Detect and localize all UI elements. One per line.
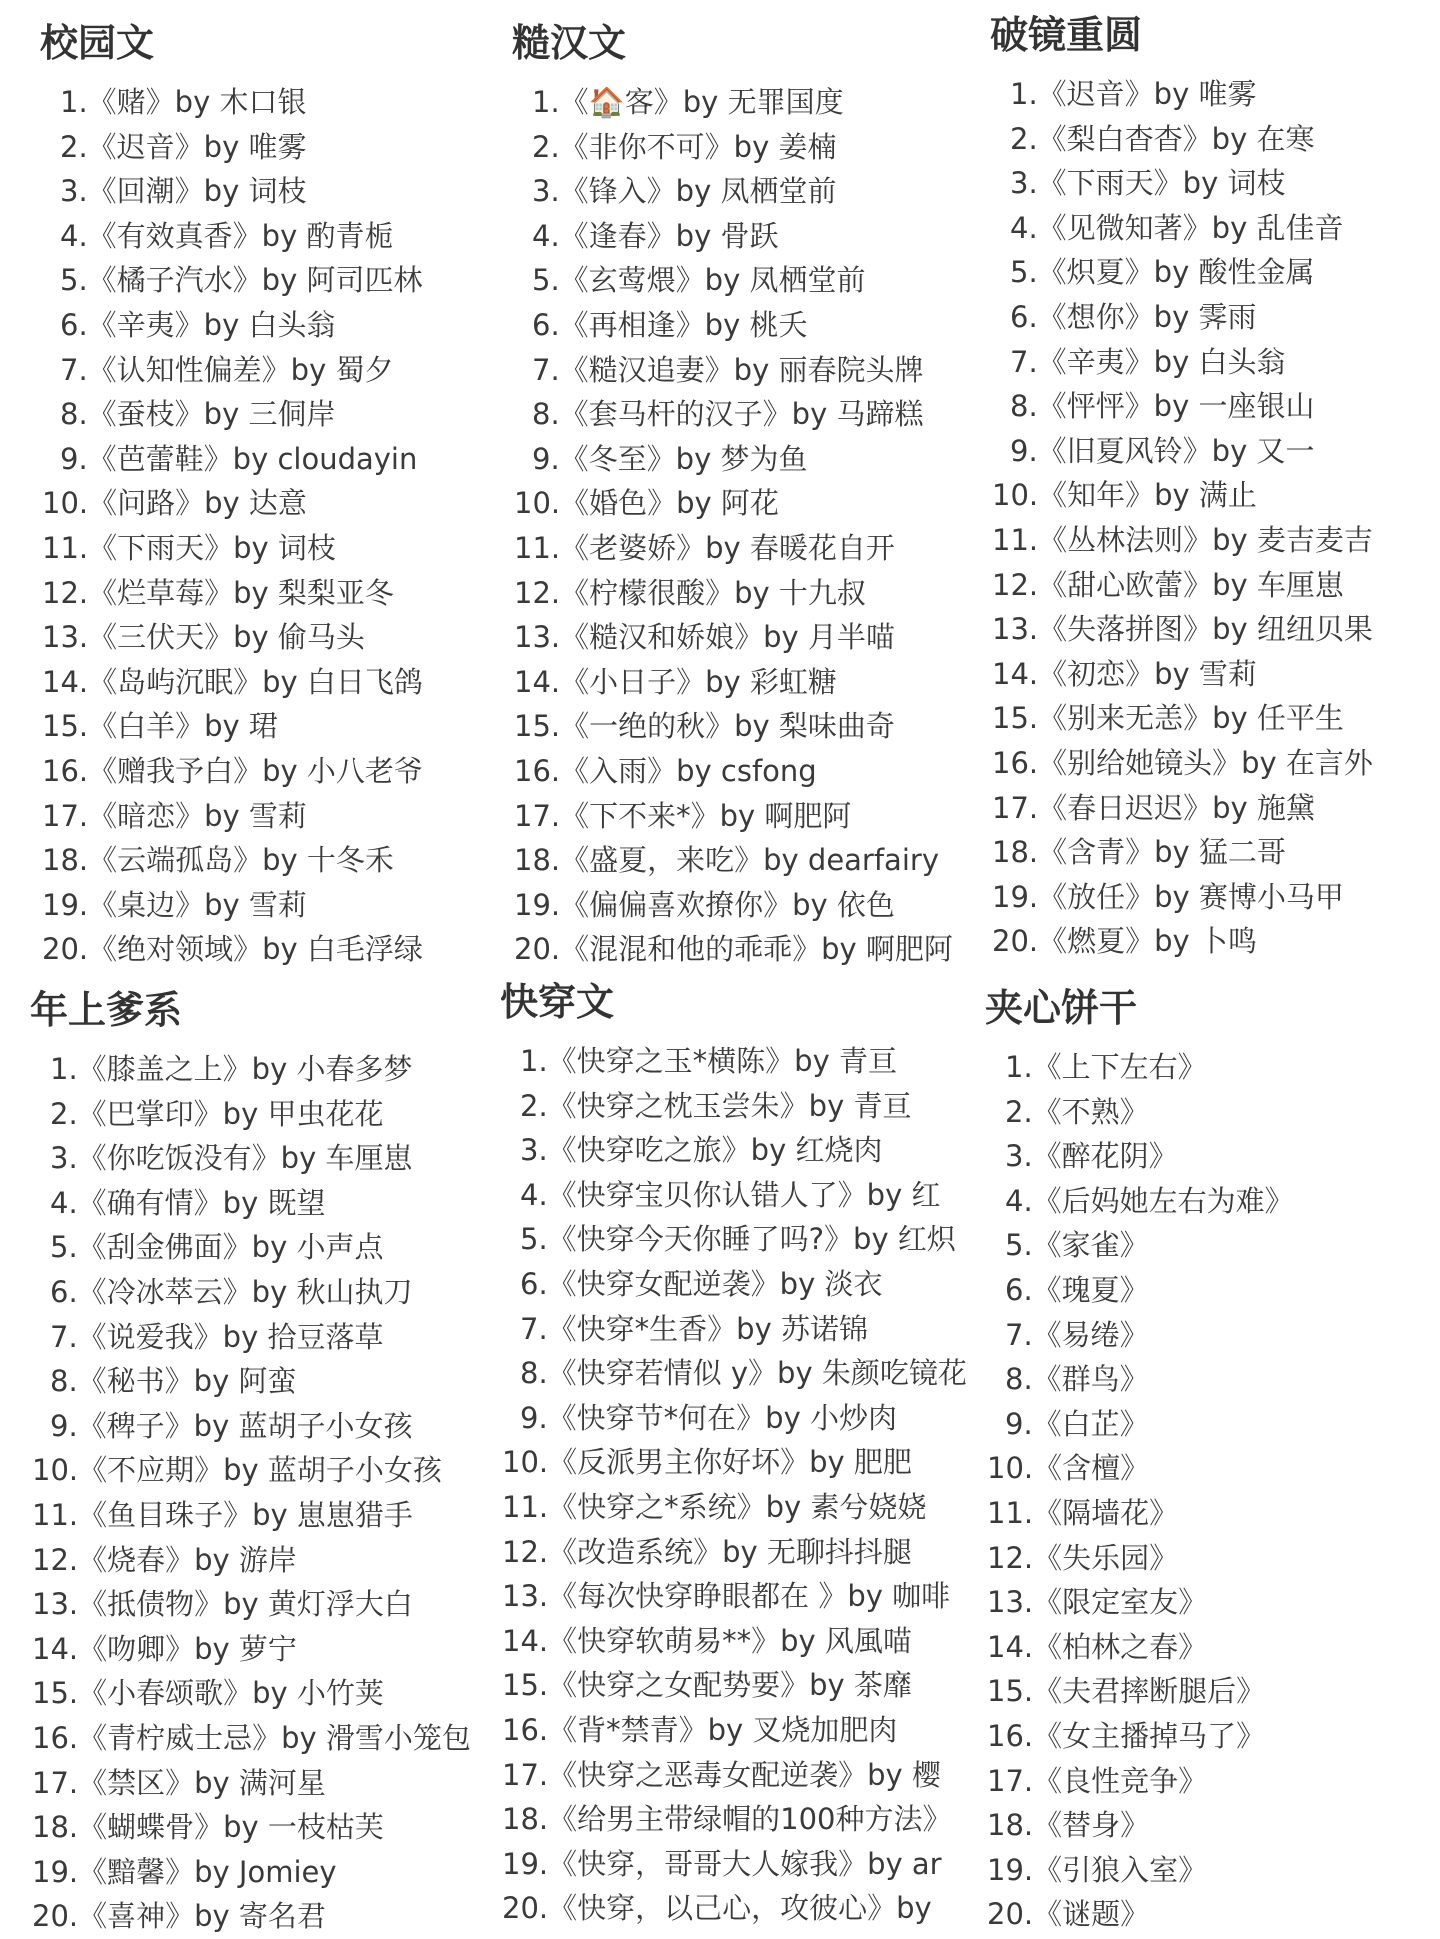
list-item — [512, 214, 962, 259]
book-entry: 6.《快穿女配逆袭》by 淡衣 — [520, 1266, 883, 1301]
book-entry: 9.《冬至》by 梦为鱼 — [532, 441, 808, 476]
list-item — [30, 1270, 490, 1315]
book-entry: 14.《初恋》by 雪莉 — [992, 656, 1257, 691]
book-entry: 9.《旧夏风铃》by 又一 — [1010, 433, 1315, 468]
list-item — [512, 615, 962, 660]
list-item — [500, 1039, 970, 1084]
list-item — [500, 1173, 970, 1218]
book-entry: 7.《易绻》 — [1005, 1317, 1149, 1352]
list-item — [500, 1574, 970, 1619]
list-item — [990, 875, 1430, 920]
list-item — [990, 518, 1430, 563]
book-entry: 4.《确有情》by 既望 — [50, 1185, 326, 1220]
book-entry: 15.《快穿之女配势要》by 茶靡 — [502, 1668, 912, 1703]
list-item — [40, 392, 500, 437]
list-item — [40, 169, 500, 214]
list-item — [500, 1351, 970, 1396]
book-entry: 13.《每次快穿睁眼都在 》by 咖啡 — [502, 1579, 951, 1614]
list-item — [500, 1128, 970, 1173]
book-entry: 19.《黯馨》by Jomiey — [32, 1854, 337, 1889]
list-item — [512, 660, 962, 705]
book-entry: 17.《春日迟迟》by 施黛 — [992, 790, 1315, 825]
book-entry: 15.《一绝的秋》by 梨味曲奇 — [514, 709, 895, 744]
list-item — [990, 652, 1430, 697]
list-item — [985, 1402, 1425, 1447]
list-item — [40, 481, 500, 526]
list-item — [40, 437, 500, 482]
book-entry: 3.《下雨天》by 词枝 — [1010, 166, 1286, 201]
book-entry: 20.《谜题》 — [987, 1897, 1150, 1932]
book-entry: 2.《巴掌印》by 甲虫花花 — [50, 1096, 384, 1131]
list-item — [500, 1217, 970, 1262]
section-title: 年上爹系 — [30, 988, 183, 1032]
list-item — [40, 348, 500, 393]
book-entry: 17.《禁区》by 满河星 — [32, 1765, 326, 1800]
book-entry: 11.《隔墙花》 — [987, 1495, 1179, 1530]
list-item — [30, 1315, 490, 1360]
book-entry: 8.《蚕枝》by 三侗岸 — [60, 397, 336, 432]
book-entry: 13.《失落拼图》by 纽纽贝果 — [992, 612, 1373, 647]
book-entry: 20.《快穿，以己心，攻彼心》by — [502, 1891, 932, 1926]
book-entry: 7.《认知性偏差》by 蜀夕 — [60, 352, 394, 387]
book-entry: 5.《玄莺煨》by 凤栖堂前 — [532, 263, 866, 298]
book-list — [990, 72, 1430, 964]
section-rough-man — [512, 18, 962, 972]
book-entry: 7.《糙汉追妻》by 丽春院头牌 — [532, 352, 924, 387]
book-entry: 3.《快穿吃之旅》by 红烧肉 — [520, 1133, 883, 1168]
list-item — [40, 125, 500, 170]
book-entry: 18.《云端孤岛》by 十冬禾 — [42, 843, 394, 878]
book-entry: 1.《上下左右》 — [1005, 1050, 1207, 1084]
list-item — [40, 303, 500, 348]
book-entry: 20.《绝对领域》by 白毛浮绿 — [42, 932, 423, 967]
book-entry: 14.《岛屿沉眠》by 白日飞鸽 — [42, 664, 423, 699]
list-item — [30, 1493, 490, 1538]
list-item — [512, 303, 962, 348]
list-item — [990, 117, 1430, 162]
list-item — [990, 696, 1430, 741]
list-item — [40, 704, 500, 749]
book-entry: 5.《橘子汽水》by 阿司匹林 — [60, 263, 423, 298]
book-entry: 3.《回潮》by 词枝 — [60, 174, 307, 209]
book-entry: 12.《甜心欧蕾》by 车厘崽 — [992, 567, 1344, 602]
book-entry: 5.《刮金佛面》by 小声点 — [50, 1230, 384, 1265]
list-item — [500, 1663, 970, 1708]
list-item — [985, 1446, 1425, 1491]
book-entry: 7.《说爱我》by 拾豆落草 — [50, 1319, 384, 1354]
list-item — [985, 1090, 1425, 1135]
book-entry: 15.《白羊》by 珺 — [42, 709, 278, 744]
list-item — [500, 1396, 970, 1441]
list-item — [985, 1669, 1425, 1714]
list-item — [990, 161, 1430, 206]
list-item — [985, 1357, 1425, 1402]
book-entry: 15.《小春颂歌》by 小竹荚 — [32, 1676, 384, 1711]
list-item — [512, 437, 962, 482]
list-item — [30, 1092, 490, 1137]
list-item — [985, 1580, 1425, 1625]
list-item — [40, 794, 500, 839]
book-list — [30, 1047, 490, 1939]
section-older-daddy — [30, 985, 490, 1939]
list-item — [500, 1262, 970, 1307]
list-item — [512, 571, 962, 616]
list-item — [40, 258, 500, 303]
book-entry: 14.《柏林之春》 — [987, 1629, 1208, 1664]
book-entry: 16.《入雨》by csfong — [514, 753, 817, 788]
book-entry: 10.《婚色》by 阿花 — [514, 486, 779, 521]
book-entry: 8.《套马杆的汉子》by 马蹄糕 — [532, 397, 924, 432]
list-item — [30, 1894, 490, 1939]
list-item — [985, 1625, 1425, 1670]
list-item — [512, 794, 962, 839]
list-item — [40, 927, 500, 972]
book-entry: 6.《再相逢》by 桃夭 — [532, 307, 808, 342]
book-entry: 18.《给男主带绿帽的100种方法》 — [502, 1802, 952, 1837]
list-item — [30, 1582, 490, 1627]
list-item — [990, 72, 1430, 117]
book-entry: 5.《家雀》 — [1005, 1228, 1149, 1263]
list-item — [30, 1448, 490, 1493]
section-campus — [40, 18, 500, 972]
list-item — [500, 1440, 970, 1485]
list-item — [512, 169, 962, 214]
list-item — [990, 741, 1430, 786]
list-item — [990, 830, 1430, 875]
book-entry: 11.《快穿之*系统》by 素兮娆娆 — [502, 1489, 927, 1524]
list-item — [990, 919, 1430, 964]
list-item — [500, 1619, 970, 1664]
list-item — [985, 1045, 1425, 1090]
list-item — [990, 295, 1430, 340]
book-entry: 10.《问路》by 达意 — [42, 486, 307, 521]
book-entry: 2.《不熟》 — [1005, 1094, 1149, 1129]
book-entry: 5.《快穿今天你睡了吗?》by 红炽 — [520, 1222, 956, 1257]
book-entry: 7.《辛夷》by 白头翁 — [1010, 344, 1286, 379]
book-entry: 16.《赠我予白》by 小八老爷 — [42, 753, 423, 788]
section-sandwich — [985, 983, 1425, 1937]
list-item — [30, 1225, 490, 1270]
book-entry: 14.《小日子》by 彩虹糖 — [514, 664, 837, 699]
book-entry: 16.《别给她镜头》by 在言外 — [992, 745, 1373, 780]
book-entry: 11.《鱼目珠子》by 崽崽猎手 — [32, 1497, 413, 1532]
list-item — [500, 1084, 970, 1129]
book-entry: 17.《暗恋》by 雪莉 — [42, 798, 307, 833]
list-item — [40, 214, 500, 259]
book-entry: 19.《偏偏喜欢撩你》by 依色 — [514, 887, 895, 922]
book-entry: 14.《吻卿》by 萝宁 — [32, 1631, 297, 1666]
section-title: 糙汉文 — [512, 21, 627, 65]
book-entry: 2.《迟音》by 唯雾 — [60, 129, 307, 164]
book-entry: 8.《快穿若情似 y》by 朱颜吃镜花 — [520, 1356, 967, 1391]
book-entry: 15.《夫君摔断腿后》 — [987, 1674, 1266, 1709]
book-entry: 18.《蝴蝶骨》by 一枝枯芙 — [32, 1810, 384, 1845]
list-item — [30, 1671, 490, 1716]
list-item — [30, 1627, 490, 1672]
book-entry: 20.《混混和他的乖乖》by 啊肥阿 — [514, 932, 953, 967]
list-item — [512, 704, 962, 749]
list-item — [30, 1805, 490, 1850]
book-entry: 11.《老婆娇》by 春暖花自开 — [514, 530, 895, 565]
list-item — [30, 1538, 490, 1583]
section-reunion — [990, 10, 1430, 964]
list-item — [985, 1179, 1425, 1224]
list-item — [985, 1134, 1425, 1179]
list-item — [985, 1759, 1425, 1804]
book-entry: 2.《非你不可》by 姜楠 — [532, 129, 837, 164]
book-entry: 1.《膝盖之上》by 小春多梦 — [50, 1052, 413, 1086]
section-title: 夹心饼干 — [985, 986, 1138, 1030]
book-entry: 12.《柠檬很酸》by 十九叔 — [514, 575, 866, 610]
list-item — [985, 1892, 1425, 1937]
list-item — [990, 607, 1430, 652]
book-entry: 13.《三伏天》by 偷马头 — [42, 620, 365, 655]
list-item — [512, 749, 962, 794]
list-item — [500, 1530, 970, 1575]
list-item — [990, 473, 1430, 518]
list-item — [512, 258, 962, 303]
book-entry: 13.《限定室友》 — [987, 1585, 1208, 1620]
list-item — [990, 429, 1430, 474]
book-entry: 19.《桌边》by 雪莉 — [42, 887, 307, 922]
book-entry: 4.《逢春》by 骨跃 — [532, 218, 779, 253]
book-entry: 10.《不应期》by 蓝胡子小女孩 — [32, 1453, 442, 1488]
list-item — [30, 1136, 490, 1181]
book-entry: 1.《赌》by 木口银 — [60, 85, 307, 119]
list-item — [30, 1404, 490, 1449]
list-item — [40, 838, 500, 883]
book-entry: 19.《快穿，哥哥大人嫁我》by ar — [502, 1846, 942, 1881]
list-item — [30, 1047, 490, 1092]
book-entry: 12.《改造系统》by 无聊抖抖腿 — [502, 1534, 912, 1569]
book-entry: 9.《芭蕾鞋》by cloudayin — [60, 441, 418, 476]
list-item — [990, 384, 1430, 429]
book-entry: 12.《失乐园》 — [987, 1540, 1179, 1575]
list-item — [40, 80, 500, 125]
book-entry: 14.《快穿软萌易**》by 风風喵 — [502, 1623, 912, 1658]
book-entry: 13.《糙汉和娇娘》by 月半喵 — [514, 620, 895, 655]
book-entry: 20.《燃夏》by 卜鸣 — [992, 924, 1257, 959]
list-item — [40, 660, 500, 705]
list-item — [40, 749, 500, 794]
list-item — [985, 1313, 1425, 1358]
book-list — [500, 1039, 970, 1931]
book-entry: 17.《快穿之恶毒女配逆袭》by 樱 — [502, 1757, 941, 1792]
book-entry: 2.《快穿之枕玉尝朱》by 青亘 — [520, 1088, 912, 1123]
list-item — [985, 1536, 1425, 1581]
book-entry: 16.《青柠威士忌》by 滑雪小笼包 — [32, 1720, 471, 1755]
book-entry: 4.《有效真香》by 酌青栀 — [60, 218, 394, 253]
book-entry: 2.《梨白杳杳》by 在寒 — [1010, 121, 1315, 156]
list-item — [512, 927, 962, 972]
book-entry: 17.《良性竞争》 — [987, 1763, 1208, 1798]
book-entry: 20.《喜神》by 寄名君 — [32, 1899, 326, 1934]
book-entry: 1.《迟音》by 唯雾 — [1010, 77, 1257, 111]
list-item — [512, 481, 962, 526]
book-entry: 4.《见微知著》by 乱佳音 — [1010, 210, 1344, 245]
book-entry: 12.《烂草莓》by 梨梨亚冬 — [42, 575, 394, 610]
list-item — [30, 1716, 490, 1761]
section-title: 快穿文 — [500, 980, 615, 1024]
book-entry: 8.《群鸟》 — [1005, 1362, 1149, 1397]
book-list — [40, 80, 500, 972]
book-entry: 8.《怦怦》by 一座银山 — [1010, 389, 1315, 424]
list-item — [990, 206, 1430, 251]
book-entry: 3.《锋入》by 凤栖堂前 — [532, 174, 837, 209]
list-item — [990, 250, 1430, 295]
book-entry: 18.《替身》 — [987, 1808, 1150, 1843]
list-item — [30, 1850, 490, 1895]
list-item — [990, 563, 1430, 608]
list-item — [500, 1886, 970, 1931]
book-entry: 7.《快穿*生香》by 苏诺锦 — [520, 1311, 868, 1346]
list-item — [985, 1848, 1425, 1893]
list-item — [512, 883, 962, 928]
list-item — [985, 1268, 1425, 1313]
book-entry: 6.《冷冰萃云》by 秋山执刀 — [50, 1274, 413, 1309]
book-entry: 5.《炽夏》by 酸性金属 — [1010, 255, 1315, 290]
book-entry: 19.《放任》by 赛博小马甲 — [992, 879, 1344, 914]
book-entry: 12.《烧春》by 游岸 — [32, 1542, 297, 1577]
book-list — [985, 1045, 1425, 1937]
list-item — [500, 1753, 970, 1798]
list-item — [985, 1223, 1425, 1268]
book-entry: 4.《后妈她左右为难》 — [1005, 1183, 1294, 1218]
book-entry: 3.《醉花阴》 — [1005, 1139, 1178, 1174]
book-entry: 16.《背*禁青》by 叉烧加肥肉 — [502, 1712, 898, 1747]
book-entry: 19.《引狼入室》 — [987, 1852, 1208, 1887]
book-entry: 16.《女主播掉马了》 — [987, 1718, 1266, 1753]
book-entry: 1.《🏠客》by 无罪国度 — [532, 85, 844, 119]
list-item — [500, 1307, 970, 1352]
list-item — [512, 348, 962, 393]
list-item — [985, 1714, 1425, 1759]
book-entry: 6.《辛夷》by 白头翁 — [60, 307, 336, 342]
list-item — [500, 1485, 970, 1530]
book-entry: 15.《别来无恙》by 任平生 — [992, 701, 1344, 736]
list-item — [40, 883, 500, 928]
book-entry: 6.《想你》by 霁雨 — [1010, 299, 1257, 334]
book-entry: 17.《下不来*》by 啊肥阿 — [514, 798, 852, 833]
list-item — [985, 1491, 1425, 1536]
book-entry: 1.《快穿之玉*横陈》by 青亘 — [520, 1044, 897, 1078]
book-entry: 11.《丛林法则》by 麦吉麦吉 — [992, 522, 1373, 557]
list-item — [30, 1359, 490, 1404]
list-item — [512, 838, 962, 883]
book-entry: 13.《抵债物》by 黄灯浮大白 — [32, 1587, 413, 1622]
list-item — [990, 340, 1430, 385]
section-quick-transmigration — [500, 977, 970, 1931]
list-item — [30, 1181, 490, 1226]
list-item — [985, 1803, 1425, 1848]
book-entry: 18.《盛夏，来吃》by dearfairy — [514, 843, 939, 878]
list-item — [512, 526, 962, 571]
section-title: 校园文 — [40, 21, 155, 65]
list-item — [512, 392, 962, 437]
list-item — [990, 786, 1430, 831]
book-entry: 11.《下雨天》by 词枝 — [42, 530, 336, 565]
book-entry: 9.《稗子》by 蓝胡子小女孩 — [50, 1408, 413, 1443]
book-entry: 3.《你吃饭没有》by 车厘崽 — [50, 1141, 413, 1176]
list-item — [40, 526, 500, 571]
book-entry: 6.《瑰夏》 — [1005, 1272, 1149, 1307]
book-entry: 10.《知年》by 满止 — [992, 478, 1257, 513]
book-entry: 10.《反派男主你好坏》by 肥肥 — [502, 1445, 912, 1480]
list-item — [512, 125, 962, 170]
book-entry: 9.《快穿节*何在》by 小炒肉 — [520, 1400, 897, 1435]
book-entry: 18.《含青》by 猛二哥 — [992, 835, 1286, 870]
section-title: 破镜重圆 — [990, 13, 1143, 57]
book-list — [512, 80, 962, 972]
list-item — [500, 1708, 970, 1753]
list-item — [500, 1842, 970, 1887]
book-entry: 9.《白芷》 — [1005, 1406, 1149, 1441]
list-item — [40, 571, 500, 616]
book-entry: 8.《秘书》by 阿蛮 — [50, 1364, 297, 1399]
list-item — [512, 80, 962, 125]
book-entry: 4.《快穿宝贝你认错人了》by 红 — [520, 1177, 941, 1212]
book-entry: 10.《含檀》 — [987, 1451, 1150, 1486]
list-item — [30, 1761, 490, 1806]
list-item — [500, 1797, 970, 1842]
list-item — [40, 615, 500, 660]
